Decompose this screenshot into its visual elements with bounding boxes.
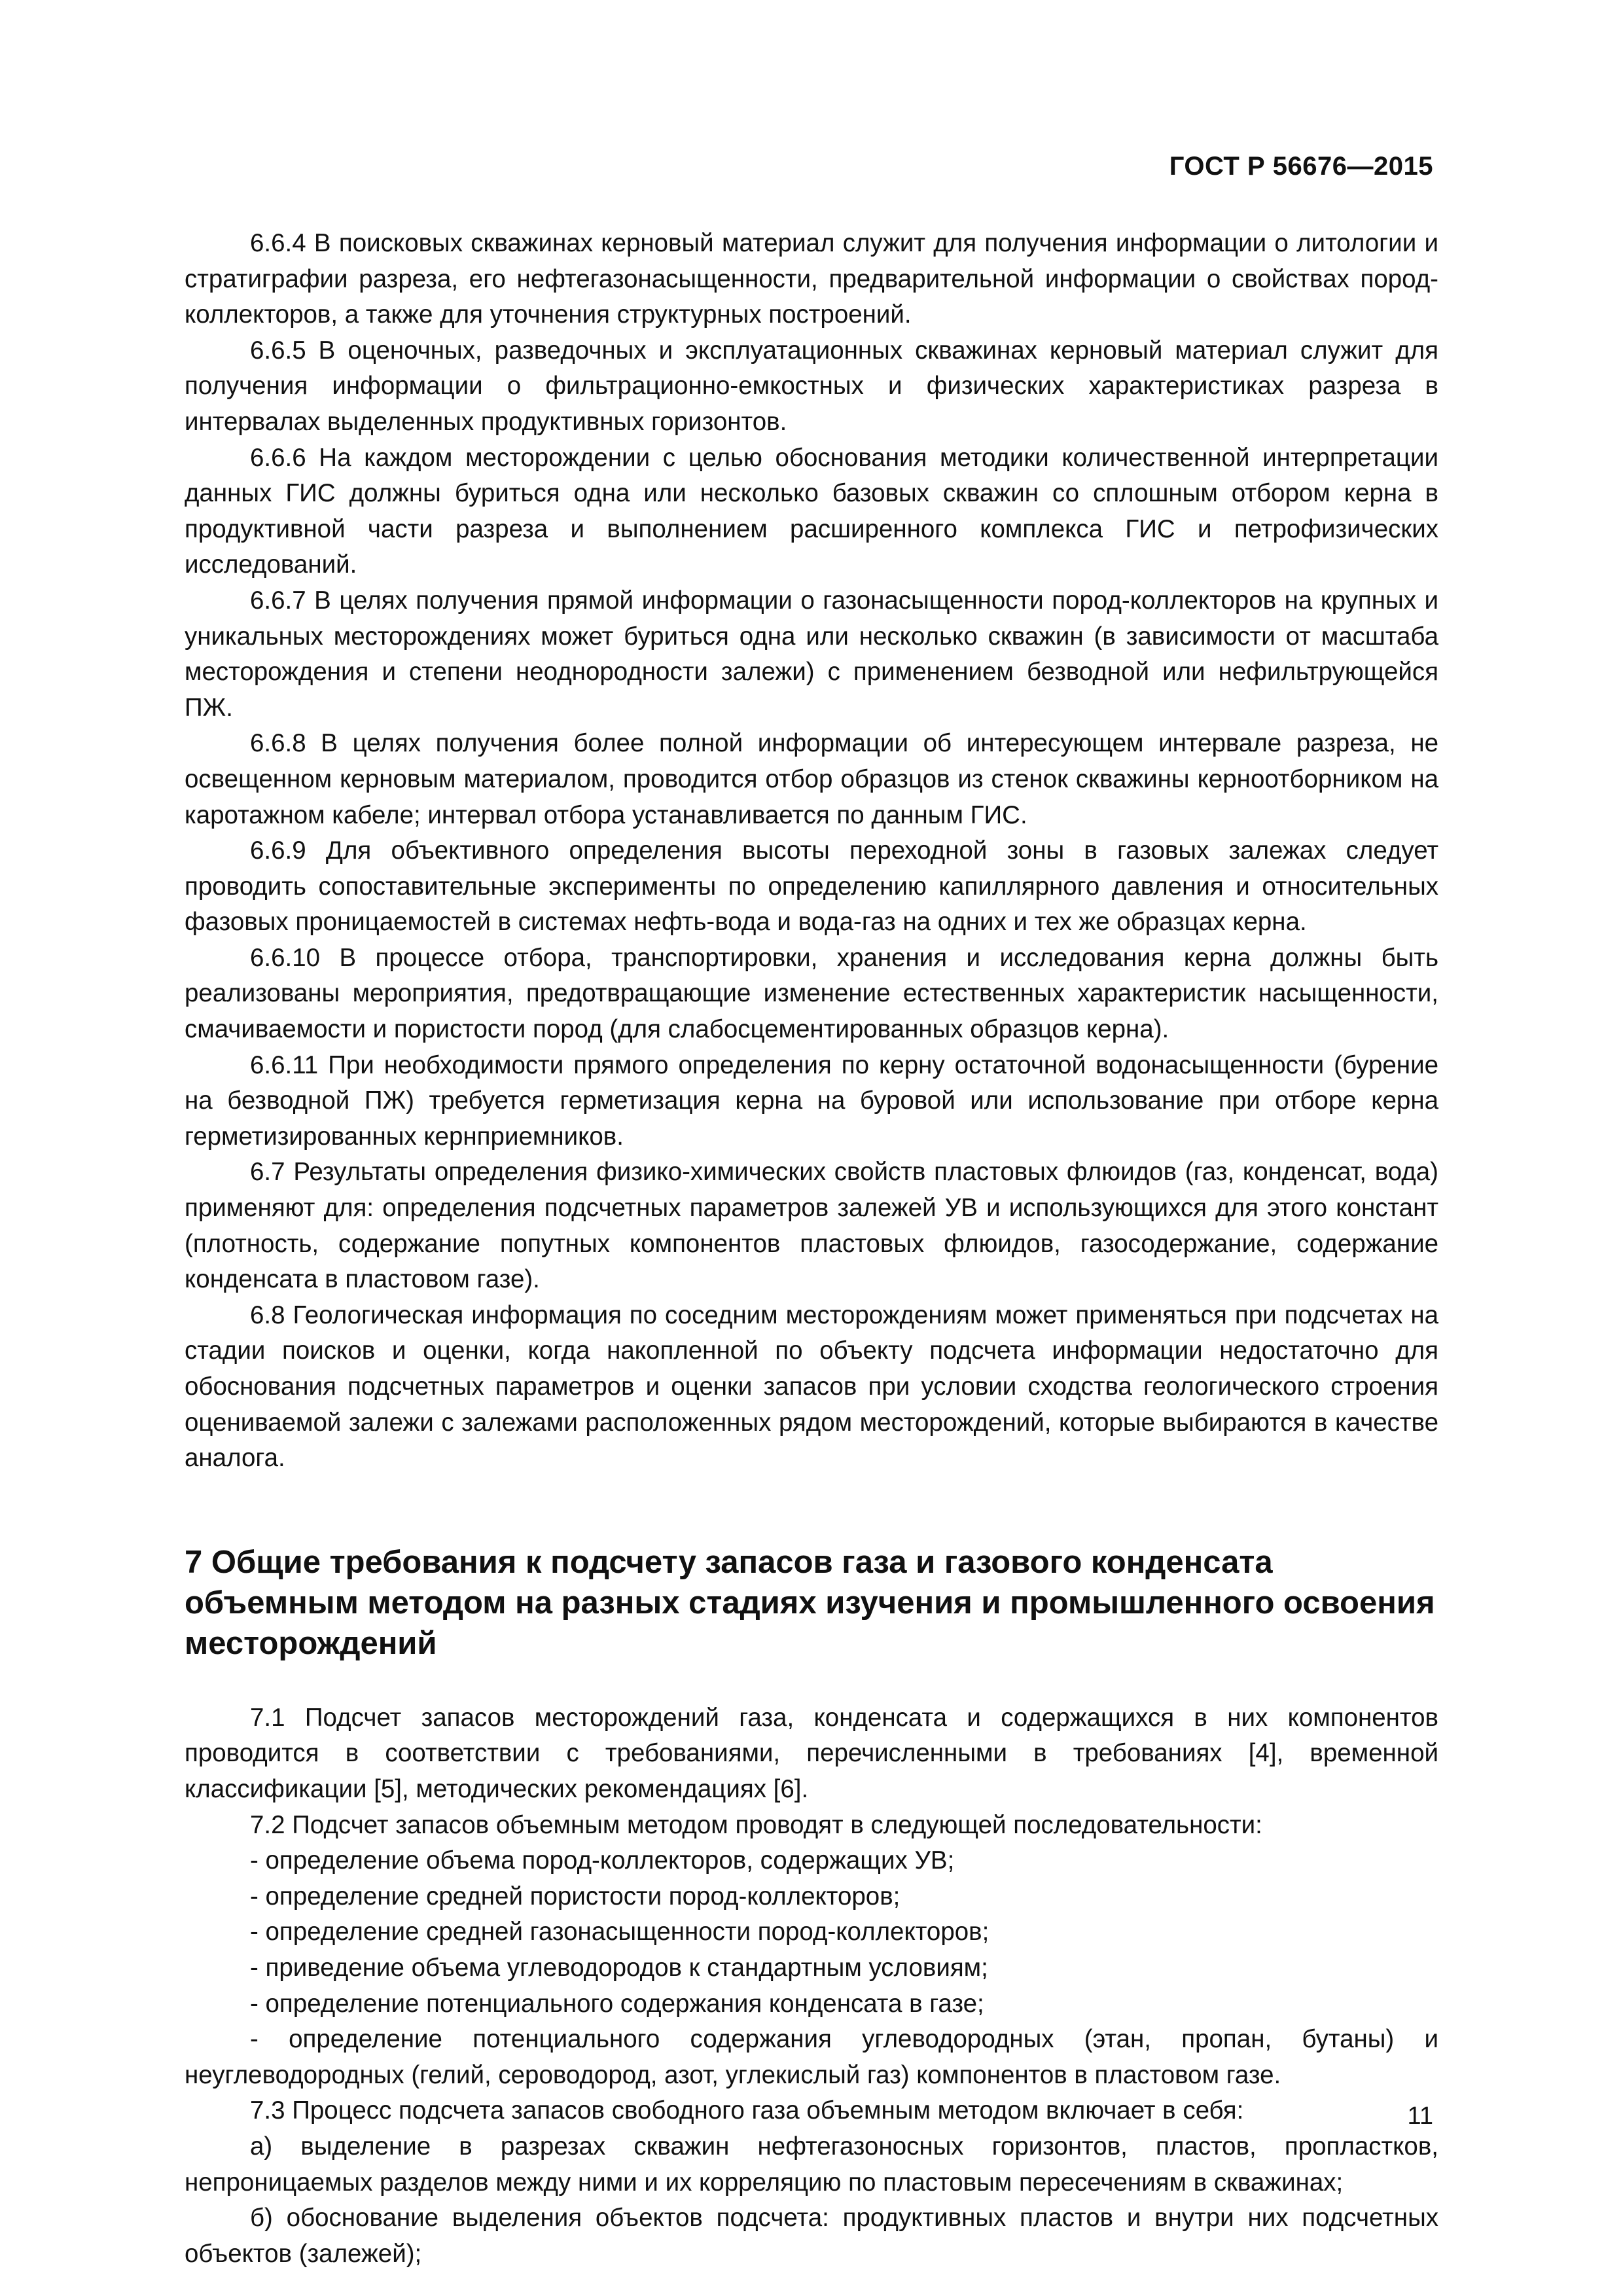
- paragraph-6-8: 6.8 Геологическая информация по соседним месторождениям может применяться при подсчетах на стадии поисков и оценки, когда накопленной по объекту подсчета информации недостаточно для обоснования подсчетных параметров и оценки запасов при условии сходства геологического строения оцениваемой залежи с залежами расположенных рядом месторождений, которые выбираются в качестве аналога.: [185, 1300, 1438, 1473]
- list-item-porosity: - определение средней пористости пород-коллекторов;: [250, 1882, 901, 1910]
- list-item-standard-conditions: - приведение объема углеводородов к стандартным условиям;: [250, 1953, 988, 1982]
- paragraph-7-3-b: б) обоснование выделения объектов подсчета: продуктивных пластов и внутри них подсчетных объектов (залежей);: [185, 2204, 1438, 2268]
- paragraph-6-6-7: 6.6.7 В целях получения прямой информации о газонасыщенности пород-коллекторов на крупных и уникальных месторождениях может буриться одна или несколько скважин (в зависимости от масштаба месторождения и степени неоднородности залежи) с применением безводной или нефильтрующейся ПЖ.: [185, 586, 1438, 722]
- paragraph-7-3-a: а) выделение в разрезах скважин нефтегазоносных горизонтов, пластов, пропластков, непроницаемых разделов между ними и их корреляцию по пластовым пересечениям в скважинах;: [185, 2132, 1438, 2197]
- paragraph-7-3: 7.3 Процесс подсчета запасов свободного газа объемным методом включает в себя:: [250, 2096, 1244, 2125]
- document-standard-id: ГОСТ Р 56676—2015: [1169, 152, 1433, 181]
- paragraph-6-7: 6.7 Результаты определения физико-химических свойств пластовых флюидов (газ, конденсат, вода) применяют для: определения подсчетных параметров залежей УВ и использующихся для этого констант (плотность, содержание попутных компонентов пластовых флюидов, газосодержание, содержание конденсата в пластовом газе).: [185, 1158, 1438, 1294]
- paragraph-6-6-9: 6.6.9 Для объективного определения высоты переходной зоны в газовых залежах следует проводить сопоставительные эксперименты по определению капиллярного давления и относительных фазовых проницаемостей в системах нефть-вода и вода-газ на одних и тех же образцах керна.: [185, 836, 1438, 937]
- paragraph-6-6-10: 6.6.10 В процессе отбора, транспортировки, хранения и исследования керна должны быть реализованы мероприятия, предотвращающие изменение естественных характеристик насыщенности, смачиваемости и пористости пород (для слабосцементированных образцов керна).: [185, 943, 1438, 1044]
- section-7-heading: 7 Общие требования к подсчету запасов газа и газового конденсата объемным методом на разных стадиях изучения и промышленного освоения месторождений: [185, 1544, 1435, 1661]
- paragraph-6-6-11: 6.6.11 При необходимости прямого определения по керну остаточной водонасыщенности (бурение на безводной ПЖ) требуется герметизация керна на буровой или использование при отборе керна герметизированных кернприемников.: [185, 1050, 1438, 1151]
- paragraph-6-6-5: 6.6.5 В оценочных, разведочных и эксплуатационных скважинах керновый материал служит для получения информации о фильтрационно-емкостных и физических характеристиках разреза в интервалах выделенных продуктивных горизонтов.: [185, 336, 1438, 436]
- page-number: 11: [1407, 2102, 1433, 2130]
- list-item-condensate: - определение потенциального содержания конденсата в газе;: [250, 1989, 984, 2018]
- document-body: [185, 226, 1438, 2272]
- list-item-volume: - определение объема пород-коллекторов, содержащих УВ;: [250, 1846, 955, 1875]
- paragraph-6-6-6: 6.6.6 На каждом месторождении с целью обоснования методики количественной интерпретации данных ГИС должны буриться одна или несколько базовых скважин со сплошным отбором керна в продуктивной части разреза и выполнением расширенного комплекса ГИС и петрофизических исследований.: [185, 443, 1438, 579]
- paragraph-7-2: 7.2 Подсчет запасов объемным методом проводят в следующей последовательности:: [250, 1810, 1262, 1839]
- paragraph-6-6-4: 6.6.4 В поисковых скважинах керновый материал служит для получения информации о литологии и стратиграфии разреза, его нефтегазонасыщенности, предварительной информации о свойствах пород-коллекторов, а также для уточнения структурных построений.: [185, 229, 1438, 329]
- list-item-gas-saturation: - определение средней газонасыщенности пород-коллекторов;: [250, 1918, 990, 1946]
- paragraph-7-1: 7.1 Подсчет запасов месторождений газа, конденсата и содержащихся в них компонентов проводится в соответствии с требованиями, перечисленными в требованиях [4], временной классификации [5], методических рекомендациях [6].: [185, 1703, 1438, 1803]
- list-item-components: - определение потенциального содержания углеводородных (этан, пропан, бутаны) и неуглеводородных (гелий, сероводород, азот, углекислый газ) компонентов в пластовом газе.: [185, 2025, 1438, 2089]
- paragraph-6-6-8: 6.6.8 В целях получения более полной информации об интересующем интервале разреза, не освещенном керновым материалом, проводится отбор образцов из стенок скважины керноотборником на каротажном кабеле; интервал отбора устанавливается по данным ГИС.: [185, 729, 1438, 829]
